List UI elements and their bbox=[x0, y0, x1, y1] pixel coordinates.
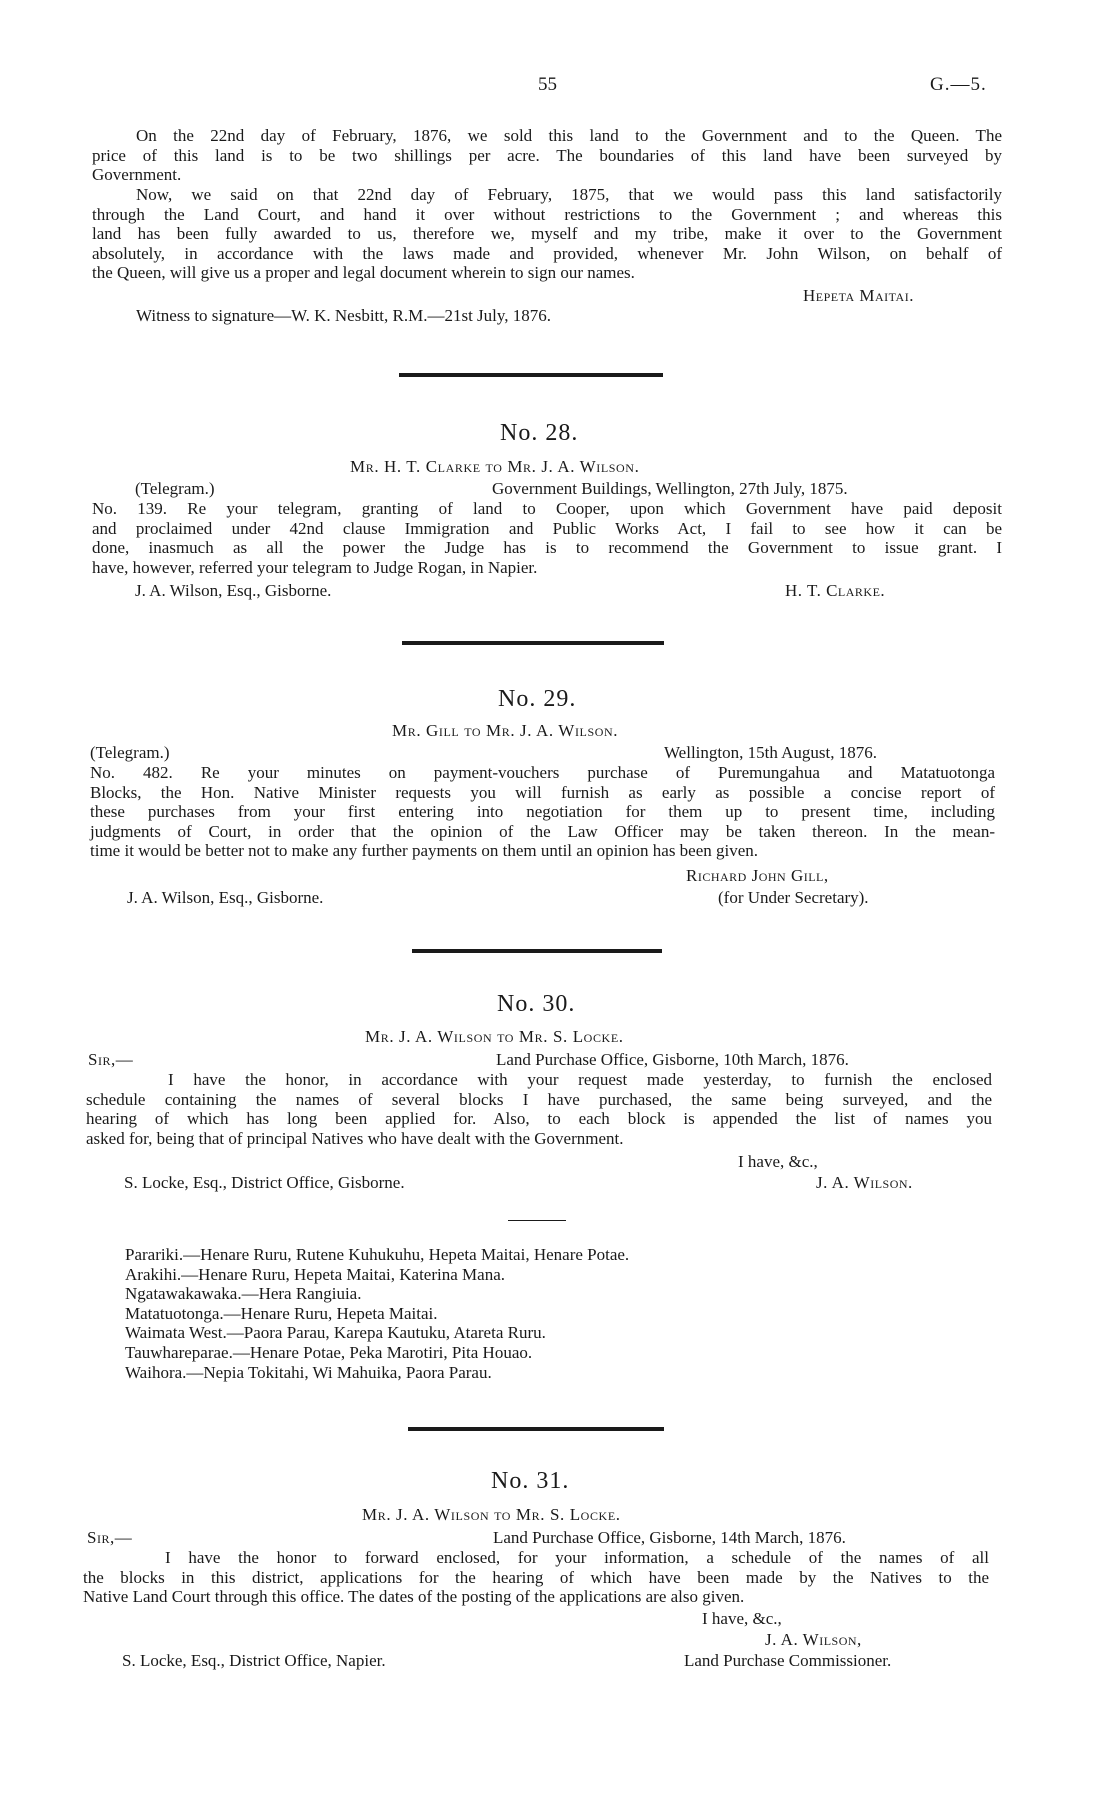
section-29-signature: Richard John Gill, bbox=[686, 866, 829, 885]
schedule-item: Tauwhareparae.—Henare Potae, Peka Marotiri, Pita Houao. bbox=[125, 1342, 533, 1362]
schedule-item: Arakihi.—Henare Ruru, Hepeta Maitai, Katerina Mana. bbox=[125, 1264, 505, 1284]
section-31-addressee: S. Locke, Esq., District Office, Napier. bbox=[122, 1651, 386, 1670]
text-line: I have the honor to forward enclosed, for your information, a schedule of the names of all bbox=[165, 1548, 989, 1567]
section-number-29: No. 29. bbox=[498, 686, 577, 712]
intro-witness: Witness to signature—W. K. Nesbitt, R.M.—21st July, 1876. bbox=[136, 306, 552, 325]
section-29-signature-note: (for Under Secretary). bbox=[718, 888, 869, 907]
text-line: Native Land Court through this office. The dates of the posting of the applications are also given. bbox=[83, 1587, 745, 1607]
section-29-addressee: J. A. Wilson, Esq., Gisborne. bbox=[127, 888, 324, 907]
section-divider bbox=[412, 949, 662, 953]
short-divider bbox=[508, 1220, 566, 1221]
text-line: asked for, being that of principal Natives who have dealt with the Government. bbox=[86, 1128, 624, 1148]
text-line: the Queen, will give us a proper and legal document wherein to sign our names. bbox=[92, 263, 635, 283]
text-line: judgments of Court, in order that the opinion of the Law Officer may be taken thereon. In the mean- bbox=[90, 821, 995, 841]
section-30-salutation: Sir,— bbox=[88, 1050, 134, 1069]
section-31-salutation: Sir,— bbox=[87, 1528, 133, 1547]
text-line: On the 22nd day of February, 1876, we sold this land to the Government and to the Queen. The bbox=[136, 126, 1002, 145]
section-divider bbox=[408, 1427, 664, 1431]
section-30-dateline: Land Purchase Office, Gisborne, 10th March, 1876. bbox=[496, 1050, 849, 1069]
document-reference: G.—5. bbox=[930, 74, 987, 95]
section-28-addressee: J. A. Wilson, Esq., Gisborne. bbox=[135, 581, 332, 600]
section-30-closing: I have, &c., bbox=[738, 1152, 818, 1171]
section-30-schedule bbox=[125, 1245, 925, 1382]
text-line: and proclaimed under 42nd clause Immigration and Public Works Act, I fail to see how it can be bbox=[92, 518, 1002, 538]
intro-paragraph-1 bbox=[92, 126, 1002, 185]
section-number-31: No. 31. bbox=[491, 1468, 570, 1494]
section-number-28: No. 28. bbox=[500, 420, 579, 446]
section-30-body bbox=[86, 1070, 992, 1148]
section-30-addressee: S. Locke, Esq., District Office, Gisborne. bbox=[124, 1173, 405, 1192]
schedule-item: Parariki.—Henare Ruru, Rutene Kuhukuhu, Hepeta Maitai, Henare Potae. bbox=[125, 1245, 630, 1264]
section-31-body bbox=[83, 1548, 989, 1607]
section-30-signature: J. A. Wilson. bbox=[816, 1173, 913, 1192]
section-31-dateline: Land Purchase Office, Gisborne, 14th March, 1876. bbox=[493, 1528, 846, 1547]
schedule-item: Ngatawakawaka.—Hera Rangiuia. bbox=[125, 1284, 362, 1304]
intro-signature: Hepeta Maitai. bbox=[803, 286, 914, 305]
text-line: the blocks in this district, applications for the hearing of which have been made by the Natives to the bbox=[83, 1567, 989, 1587]
section-divider bbox=[399, 373, 663, 377]
schedule-item: Waihora.—Nepia Tokitahi, Wi Mahuika, Paora Parau. bbox=[125, 1362, 492, 1382]
text-line: through the Land Court, and hand it over without restrictions to the Government ; and whereas this bbox=[92, 204, 1002, 224]
text-line: Now, we said on that 22nd day of February, 1875, that we would pass this land satisfactorily bbox=[136, 185, 1002, 204]
text-line: Government. bbox=[92, 165, 182, 185]
section-31-from-to: Mr. J. A. Wilson to Mr. S. Locke. bbox=[362, 1505, 621, 1524]
text-line: have, however, referred your telegram to Judge Rogan, in Napier. bbox=[92, 557, 538, 577]
text-line: land has been fully awarded to us, therefore we, myself and my tribe, make it over to the Government bbox=[92, 224, 1002, 244]
section-28-body bbox=[92, 499, 1002, 577]
text-line: Blocks, the Hon. Native Minister requests you will furnish as early as possible a concise report of bbox=[90, 782, 995, 802]
text-line: hearing of which has long been applied for. Also, to each block is appended the list of names you bbox=[86, 1109, 992, 1129]
section-28-telegram-label: (Telegram.) bbox=[135, 479, 215, 498]
text-line: No. 139. Re your telegram, granting of land to Cooper, upon which Government have paid deposit bbox=[92, 499, 1002, 518]
section-29-telegram-label: (Telegram.) bbox=[90, 743, 170, 762]
text-line: I have the honor, in accordance with your request made yesterday, to furnish the enclosed bbox=[168, 1070, 992, 1089]
section-30-from-to: Mr. J. A. Wilson to Mr. S. Locke. bbox=[365, 1027, 624, 1046]
section-29-dateline: Wellington, 15th August, 1876. bbox=[664, 743, 878, 762]
section-31-signature-title: Land Purchase Commissioner. bbox=[684, 1651, 892, 1670]
page-number: 55 bbox=[538, 74, 557, 95]
section-28-signature: H. T. Clarke. bbox=[785, 581, 886, 600]
section-31-closing: I have, &c., bbox=[702, 1609, 782, 1628]
section-31-signature: J. A. Wilson, bbox=[765, 1630, 862, 1649]
schedule-item: Matatuotonga.—Henare Ruru, Hepeta Maitai. bbox=[125, 1303, 438, 1323]
text-line: absolutely, in accordance with the laws made and provided, whenever Mr. John Wilson, on behalf of bbox=[92, 243, 1002, 263]
section-29-body bbox=[90, 763, 995, 861]
text-line: price of this land is to be two shillings per acre. The boundaries of this land have been surveyed by bbox=[92, 145, 1002, 165]
section-28-from-to: Mr. H. T. Clarke to Mr. J. A. Wilson. bbox=[350, 457, 640, 476]
schedule-item: Waimata West.—Paora Parau, Karepa Kautuku, Atareta Ruru. bbox=[125, 1323, 546, 1343]
text-line: these purchases from your first entering into negotiation for them up to present time, including bbox=[90, 802, 995, 822]
section-number-30: No. 30. bbox=[497, 991, 576, 1017]
intro-paragraph-2 bbox=[92, 185, 1002, 283]
section-29-from-to: Mr. Gill to Mr. J. A. Wilson. bbox=[392, 721, 619, 740]
text-line: done, inasmuch as all the power the Judge has is to recommend the Government to issue grant. I bbox=[92, 538, 1002, 558]
text-line: schedule containing the names of several blocks I have purchased, the same being surveyed, and the bbox=[86, 1089, 992, 1109]
section-divider bbox=[402, 641, 664, 645]
text-line: No. 482. Re your minutes on payment-vouchers purchase of Puremungahua and Matatuotonga bbox=[90, 763, 995, 782]
section-28-dateline: Government Buildings, Wellington, 27th July, 1875. bbox=[492, 479, 848, 498]
text-line: time it would be better not to make any further payments on them until an opinion has been given. bbox=[90, 841, 759, 861]
